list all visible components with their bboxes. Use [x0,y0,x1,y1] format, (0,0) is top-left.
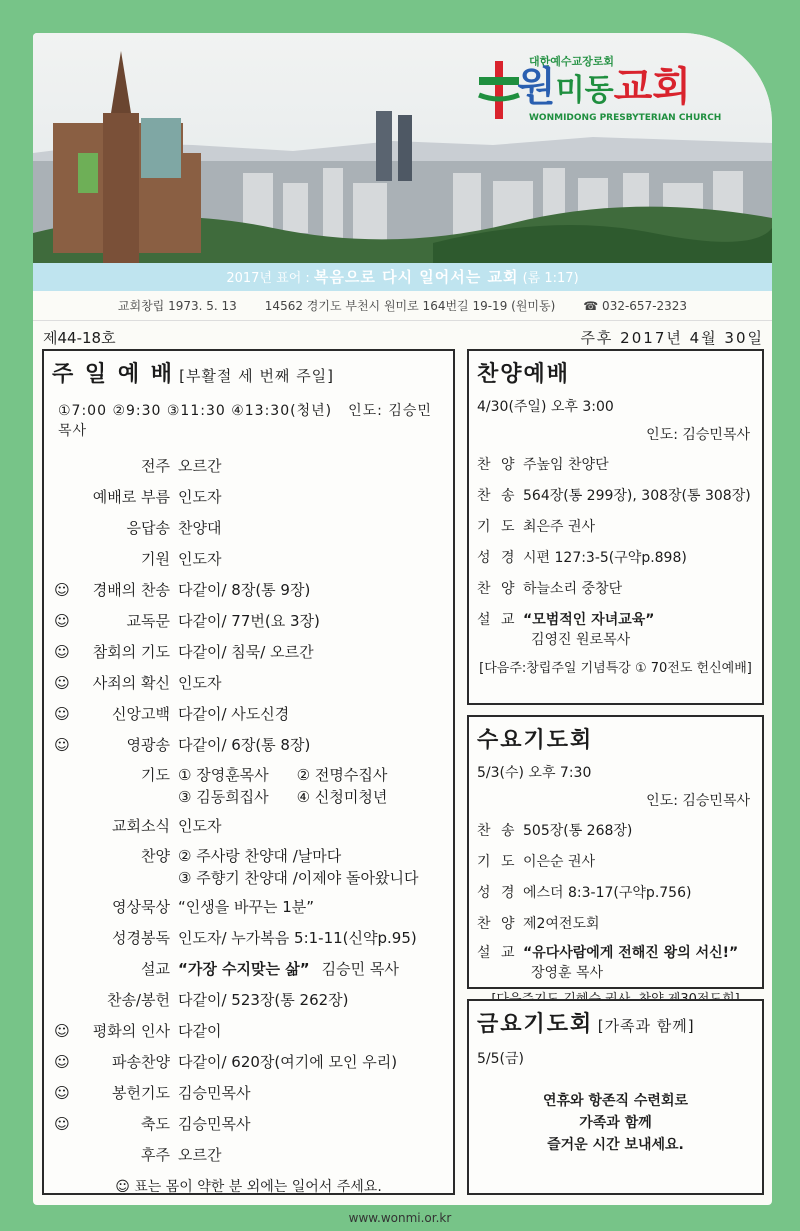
order-value: 다같이/ 6장(통 8장) [178,736,311,754]
smile-icon: ☺ [54,580,70,599]
order-label: 평화의 인사 [92,1022,170,1040]
order-value: 김승민목사 [178,1115,251,1133]
service-times: ①7:00 ②9:30 ③11:30 ④13:30(청년) 인도: 김승민목사 [58,403,432,439]
program-row [477,845,754,876]
news-row: 교회소식 인도자 [112,817,222,835]
order-value: 다같이/ 77번(요 3장) [178,612,320,630]
praise-service-rows [477,448,754,603]
program-row [477,479,754,510]
order-label: 응답송 [126,519,170,537]
program-value: 제2여전도회 [523,915,600,932]
order-value: “인생을 바꾸는 1분” [178,898,315,916]
friday-when: 5/5(금) [477,1051,524,1067]
prayer-row: 기도 ① 장영훈목사 ② 전명수집사 ③ 김동희집사 ④ 신청미청년 [141,766,388,806]
order-value: 찬양대 [178,519,222,537]
order-value: 오르간 [178,457,222,475]
program-label: 성 경 [477,884,518,901]
praise-service-box [467,349,764,705]
order-item [52,1046,445,1077]
program-value: 이은순 권사 [523,853,596,870]
praise-row: 찬양 ② 주사랑 찬양대 /날마다 ③ 주향기 찬양대 /이제야 돌아왔니다 [141,847,419,887]
order-label: 참회의 기도 [92,643,170,661]
wednesday-when: 5/3(수) 오후 7:30 [477,765,592,781]
praise-service-title: 찬양예배 [477,362,571,387]
order-value: 오르간 [178,1146,222,1164]
program-row [477,814,754,845]
preacher-name: 김승민 목사 [321,960,399,978]
program-label: 찬 송 [477,822,518,839]
order-item [52,667,445,698]
church-address: 14562 경기도 부천시 원미로 164번길 19-19 (원미동) [264,299,556,313]
order-label: 예배로 부름 [92,488,170,506]
order-label: 전주 [141,457,170,475]
smile-icon: ☺ [54,735,70,754]
order-value: 인도자 [178,488,222,506]
wednesday-title: 수요기도회 [477,728,594,753]
smile-icon: ☺ [54,1083,70,1102]
program-label: 찬 송 [477,487,518,504]
standing-note: ☺ 표는 몸이 약한 분 외에는 일어서 주세요. [115,1179,382,1195]
wednesday-leader: 인도: 김승민목사 [646,793,750,809]
order-value: 인도자 [178,674,222,692]
smile-icon: ☺ [54,1021,70,1040]
smile-icon: ☺ [54,704,70,723]
church-logo [471,51,721,131]
wednesday-rows [477,814,754,938]
smile-icon: ☺ [54,642,70,661]
order-item [52,543,445,574]
program-label: 기 도 [477,853,518,870]
order-label: 성경봉독 [112,929,170,947]
sunday-title: 주 일 예 배 [52,362,174,387]
order-item [52,512,445,543]
program-row [477,876,754,907]
order-label: 사죄의 확신 [92,674,170,692]
order-label: 교독문 [126,612,170,630]
program-row [477,907,754,938]
friday-subtitle: [가족과 함께] [597,1017,695,1035]
order-item [52,574,445,605]
program-row [477,510,754,541]
program-value: 시편 127:3-5(구약p.898) [523,549,687,566]
order-value: 다같이/ 사도신경 [178,705,290,723]
order-label: 축도 [141,1115,170,1133]
order-item [52,1108,445,1139]
program-value: 에스더 8:3-17(구약p.756) [523,884,692,901]
sunday-subtitle: [부활절 세 번째 주일] [179,367,335,385]
program-label: 성 경 [477,549,518,566]
order-item [52,1139,445,1170]
order-value: 김승민목사 [178,1084,251,1102]
program-label: 찬 양 [477,915,518,932]
praise-sermon-row: 설 교 “모범적인 자녀교육” 김영진 원로목사 [477,612,655,648]
order-label: 찬송/봉헌 [106,991,170,1009]
order-item [52,984,445,1015]
motto-bar: 2017년 표어 : 복음으로 다시 일어서는 교회 (롬 1:17) [33,263,772,291]
order-label: 경배의 찬송 [92,581,170,599]
order-item [52,891,445,922]
order-label: 후주 [141,1146,170,1164]
website-url[interactable]: www.wonmi.or.kr [348,1211,452,1225]
program-value: 최은주 권사 [523,518,596,535]
order-label: 영광송 [126,736,170,754]
order-value: 다같이/ 523장(통 262장) [178,991,349,1009]
program-row [477,541,754,572]
praise-service-when: 4/30(주일) 오후 3:00 [477,399,614,415]
order-item [52,698,445,729]
praise-service-next: [다음주:창립주일 기념특강 ① 70전도 헌신예배] [479,661,752,676]
order-item [52,953,445,984]
program-row [477,572,754,603]
order-item [52,636,445,667]
logo-church-name: 원미동교회 [517,64,691,110]
logo-denomination: 대한예수교장로회 [529,55,615,68]
smile-icon: ☺ [54,611,70,630]
smile-icon: ☺ [54,673,70,692]
order-value: 인도자/ 누가복음 5:1-11(신약p.95) [178,929,417,947]
bulletin-sheet [33,33,772,1205]
church-phone: ☎ 032-657-2323 [583,299,688,313]
sunday-service-box [42,349,455,1195]
bulletin-date: 주후 2017년 4월 30일 [580,329,764,347]
church-info-bar [33,291,772,321]
motto-text: 복음으로 다시 일어서는 교회 [313,268,519,286]
program-label: 찬 양 [477,456,518,473]
order-value: “가장 수지맞는 삶” 김승민 목사 [178,960,399,978]
order-label: 파송찬양 [112,1053,170,1071]
program-value: 564장(통 299장), 308장(통 308장) [523,487,751,504]
order-value: 인도자 [178,550,222,568]
order-item [52,450,445,481]
program-value: 505장(통 268장) [523,822,633,839]
order-value: 다같이/ 8장(통 9장) [178,581,311,599]
program-value: 주높임 찬양단 [523,456,609,473]
friday-title: 금요기도회 [477,1012,594,1037]
praise-service-leader: 인도: 김승민목사 [646,427,750,443]
order-label: 기원 [141,550,170,568]
program-value: 하늘소리 중창단 [523,580,623,597]
order-value: 다같이/ 침묵/ 오르간 [178,643,314,661]
sunday-leader: 인도: 김승민목사 [58,403,432,439]
friday-prayer-box [467,999,764,1195]
order-item [52,729,445,760]
smile-icon: ☺ [54,1052,70,1071]
order-label: 영상묵상 [112,898,170,916]
issue-number: 제44-18호 [43,329,116,347]
founded-date: 교회창립 1973. 5. 13 [117,299,237,313]
order-label: 봉헌기도 [112,1084,170,1102]
smile-icon: ☺ [54,1114,70,1133]
order-item [52,1077,445,1108]
order-item [52,1015,445,1046]
order-item [52,605,445,636]
friday-message: 연휴와 항존직 수련회로 가족과 함께 즐거운 시간 보내세요. [543,1093,688,1153]
order-label: 신앙고백 [112,705,170,723]
order-value: 다같이 [178,1022,222,1040]
wednesday-sermon-row: 설 교 “유다사람에게 전해진 왕의 서신!” 장영훈 목사 [477,945,739,981]
order-of-worship [52,450,445,760]
program-row [477,448,754,479]
program-label: 기 도 [477,518,518,535]
order-label: 설교 [141,960,170,978]
wednesday-prayer-box [467,715,764,989]
order-value: 다같이/ 620장(여기에 모인 우리) [178,1053,398,1071]
order-of-worship-2 [52,891,445,1170]
logo-english-name: WONMIDONG PRESBYTERIAN CHURCH [529,113,722,123]
order-item [52,481,445,512]
program-label: 찬 양 [477,580,518,597]
order-item [52,922,445,953]
